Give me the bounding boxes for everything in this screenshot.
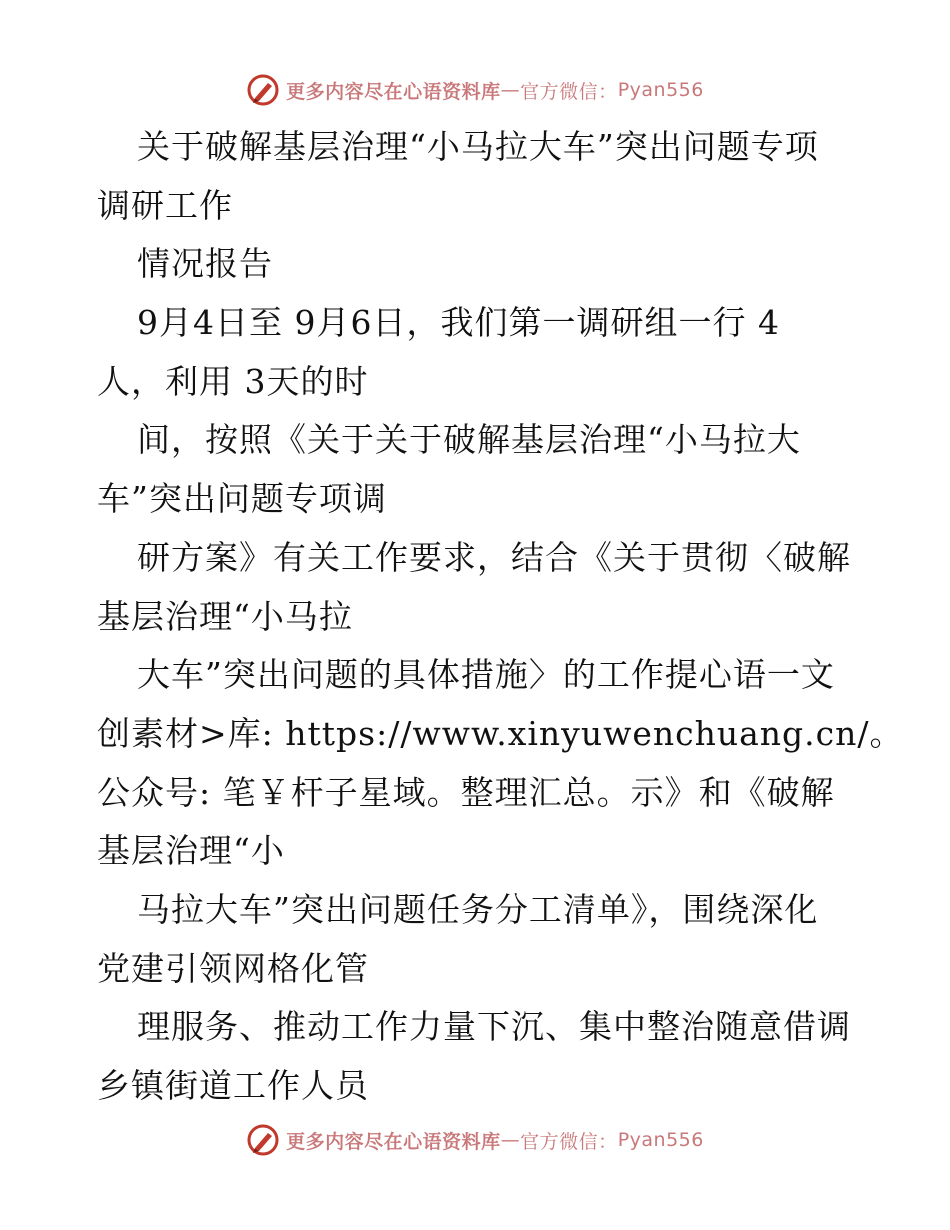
banner-main-text: 更多内容尽在心语资料库 <box>286 1130 501 1153</box>
text-line: 人，利用 3天的时 <box>97 361 369 401</box>
banner-wechat-label: 官方微信： <box>520 80 618 103</box>
text-line: 情况报告 <box>137 244 273 284</box>
text-line: 党建引领网格化管 <box>97 948 369 988</box>
text-line: 乡镇街道工作人员 <box>97 1066 369 1105</box>
banner-dash: — <box>500 79 521 101</box>
pen-logo-icon <box>246 73 280 107</box>
text-line: 调研工作 <box>97 185 233 225</box>
text-line: 创素材>库: https://www.xinyuwenchuang.cn/。 <box>97 713 904 753</box>
footer-banner <box>0 1120 950 1160</box>
banner-wechat-label: 官方微信： <box>520 1130 618 1153</box>
text-line: 马拉大车”突出问题任务分工清单》，围绕深化 <box>137 889 819 929</box>
text-line: 理服务、推动工作力量下沉、集中整治随意借调 <box>137 1007 851 1047</box>
text-line: 车”突出问题专项调 <box>97 479 387 519</box>
text-line: 9月4日至 9月6日，我们第一调研组一行 4 <box>137 303 780 343</box>
banner-wechat-id: Pyan556 <box>617 79 704 101</box>
banner-dash: — <box>500 1129 521 1151</box>
banner-main-text: 更多内容尽在心语资料库 <box>286 80 501 103</box>
text-line: 基层治理“小马拉 <box>97 596 353 636</box>
pen-logo-icon <box>246 1123 280 1157</box>
text-line: 关于破解基层治理“小马拉大车”突出问题专项 <box>137 127 819 166</box>
banner-wechat-id: Pyan556 <box>617 1129 704 1151</box>
text-line: 间，按照《关于关于破解基层治理“小马拉大 <box>137 420 801 460</box>
text-line: 公众号: 笔￥杆子星域。整理汇总。示》和《破解 <box>97 772 835 812</box>
text-line: 大车”突出问题的具体措施〉的工作提心语一文 <box>137 655 835 695</box>
text-line: 基层治理“小 <box>97 831 285 871</box>
document-body <box>97 118 904 1116</box>
text-line: 研方案》有关工作要求，结合《关于贯彻〈破解 <box>137 537 851 577</box>
header-banner <box>0 70 950 110</box>
